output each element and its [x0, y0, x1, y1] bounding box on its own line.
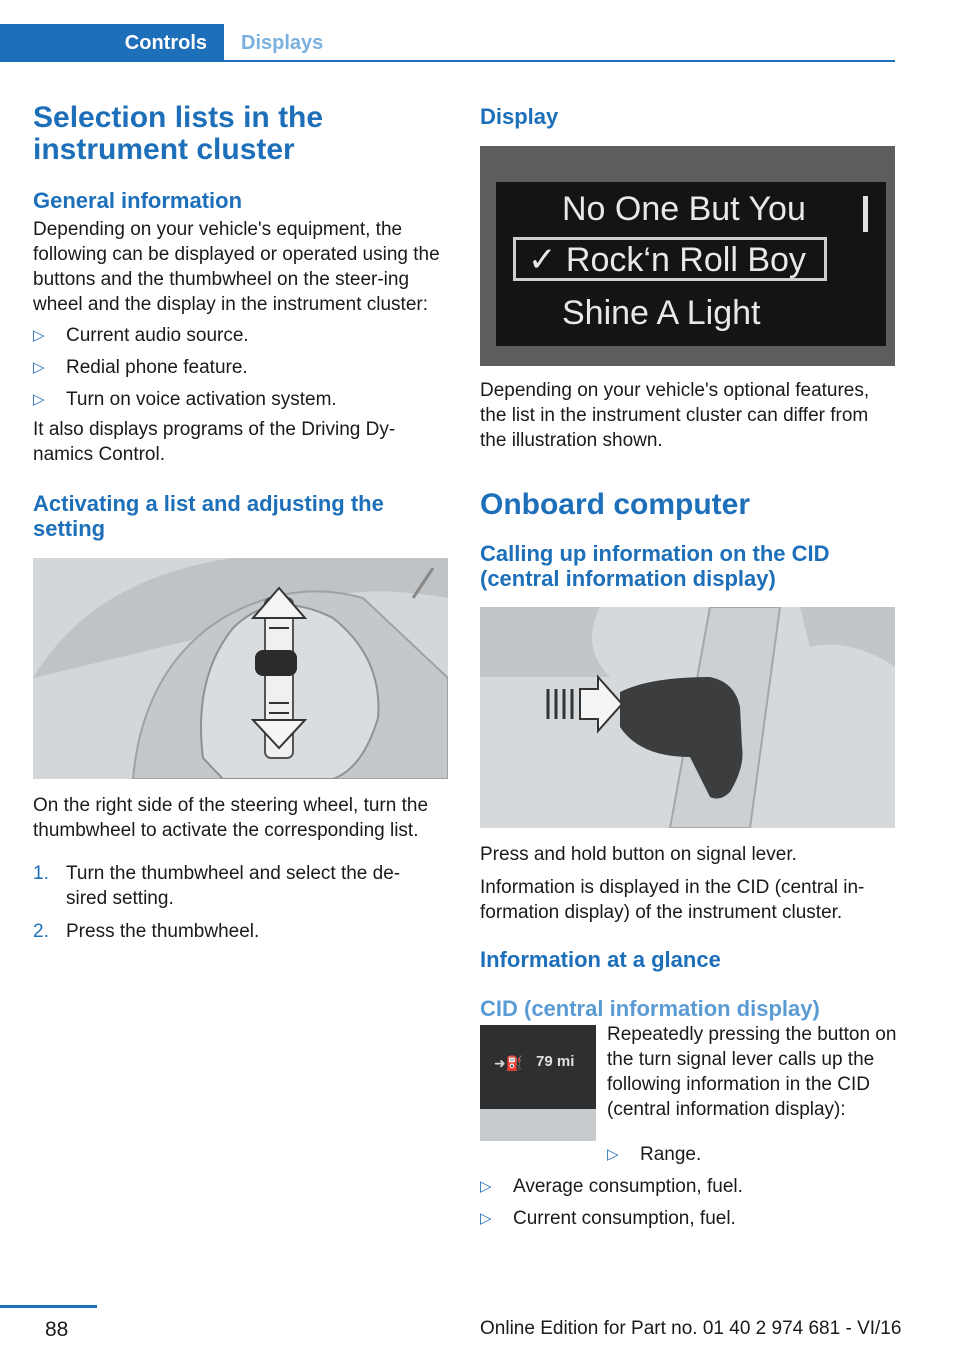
display-item: ✓ Rock‘n Roll Boy [528, 241, 806, 279]
left-column [33, 102, 448, 944]
tab-controls[interactable] [0, 24, 224, 62]
cid-range-value: 79 mi [536, 1053, 575, 1070]
glance-heading: Information at a glance [480, 947, 721, 972]
step-number: 1. [33, 863, 49, 884]
bullet-text: Redial phone feature. [66, 357, 248, 378]
list-item [33, 919, 448, 944]
ddc-text: It also displays programs of the Driving Dy-namics Control. [33, 419, 396, 465]
triangle-bullet-icon: ▷ [480, 1178, 492, 1195]
bullet-text: Range. [640, 1144, 702, 1165]
page-number: 88 [45, 1318, 69, 1341]
onboard-title: Onboard computer [480, 488, 751, 521]
display-item: Shine A Light [562, 294, 761, 332]
step-text: Turn the thumbwheel and select the de-sired setting. [66, 863, 401, 909]
triangle-bullet-icon: ▷ [480, 1210, 492, 1227]
display-scrollbar [863, 196, 868, 232]
signal-lever-image [480, 607, 895, 828]
steering-wheel-illustration [33, 558, 448, 779]
calling-heading: Calling up information on the CID (central information display) [480, 541, 830, 591]
tab-displays[interactable] [241, 24, 323, 62]
signal-lever-illustration [480, 607, 895, 828]
step-text: Press the thumbwheel. [66, 921, 260, 942]
bullet-text: Current consumption, fuel. [513, 1208, 736, 1229]
tab-controls-label: Controls [124, 31, 207, 54]
bullet-text: Current audio source. [66, 325, 249, 346]
list-item [33, 323, 448, 355]
page-header [0, 24, 895, 62]
list-item [33, 355, 448, 387]
cid-heading: CID (central information display) [480, 996, 820, 1021]
triangle-bullet-icon: ▷ [607, 1146, 619, 1163]
display-heading: Display [480, 104, 559, 129]
list-item [480, 1206, 895, 1231]
triangle-bullet-icon: ▷ [33, 359, 45, 376]
press-text: Press and hold button on signal lever. [480, 844, 797, 865]
step-number: 2. [33, 921, 49, 942]
cid-screen-illustration [480, 1025, 596, 1141]
bullet-text: Average consumption, fuel. [513, 1176, 743, 1197]
info-text: Information is displayed in the CID (central in-formation display) of the instrument cluster. [480, 877, 865, 923]
general-text: Depending on your vehicle's equipment, the following can be displayed or operated using the buttons and the thumbwheel on the steer-ing wheel and the display in the instrument cluster: [33, 219, 440, 315]
list-item [33, 861, 448, 919]
activating-text: On the right side of the steering wheel, turn the thumbwheel to activate the corresponding list. [33, 795, 429, 841]
footer-divider [0, 1305, 97, 1308]
bullet-text: Turn on voice activation system. [66, 389, 337, 410]
display-text: Depending on your vehicle's optional features, the list in the instrument cluster can differ from the illustration shown. [480, 380, 870, 451]
section-title: Selection lists in the instrument cluster [33, 101, 324, 166]
fuel-pump-icon: ➜⛽ [494, 1055, 524, 1071]
header-divider [224, 60, 895, 62]
activating-heading: Activating a list and adjusting the setting [33, 491, 384, 541]
general-heading: General information [33, 188, 243, 213]
right-column [480, 102, 895, 1231]
triangle-bullet-icon: ▷ [33, 391, 45, 408]
list-item [480, 1174, 895, 1206]
list-item [33, 387, 448, 415]
triangle-bullet-icon: ▷ [33, 327, 45, 344]
list-item [607, 1142, 895, 1174]
tab-displays-label: Displays [241, 31, 324, 54]
display-item: No One But You [562, 190, 806, 228]
edition-text: Online Edition for Part no. 01 40 2 974 681 - VI/16 [480, 1318, 902, 1339]
cid-bottom-band [480, 1109, 596, 1141]
steering-wheel-image [33, 558, 448, 779]
instrument-display-illustration [480, 146, 895, 366]
cid-text: Repeatedly pressing the button on the turn signal lever calls up the following information in the CID (central information display): [607, 1024, 897, 1120]
